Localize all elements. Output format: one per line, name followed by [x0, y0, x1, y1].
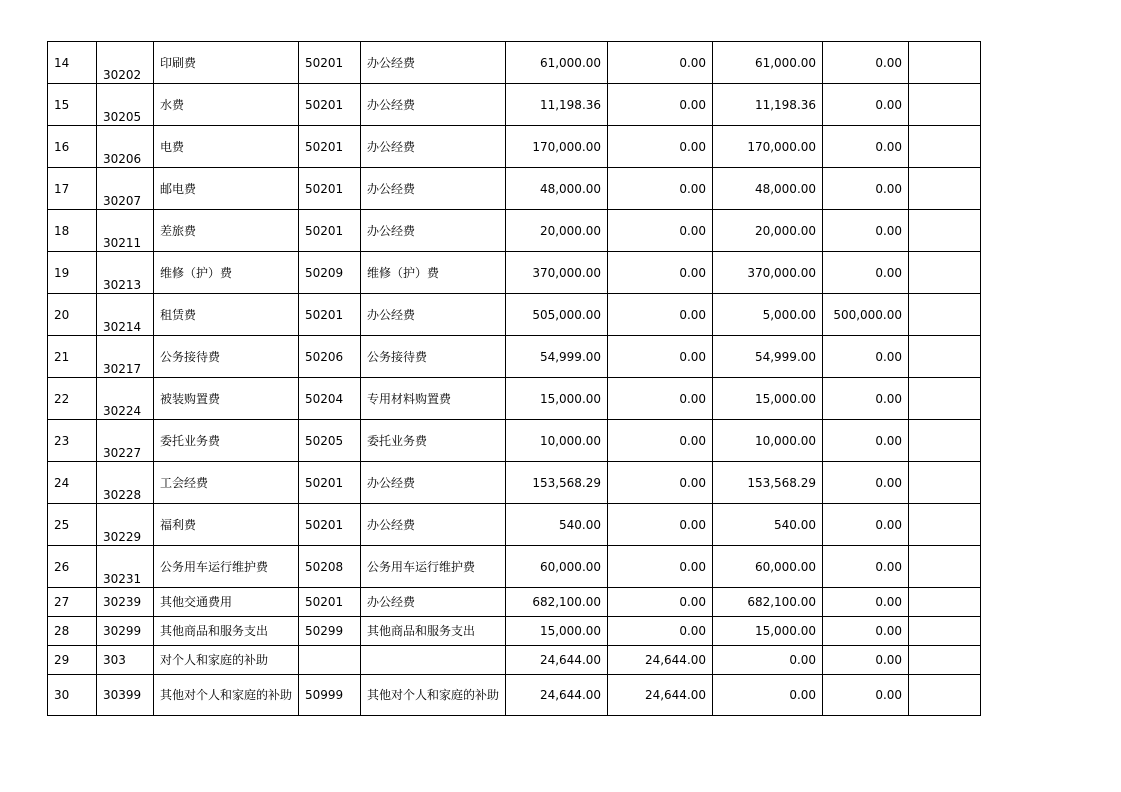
economic-name-cell: 公务用车运行维护费 — [361, 546, 506, 588]
other-amount-cell: 0.00 — [823, 126, 909, 168]
project-amount-cell: 11,198.36 — [713, 84, 823, 126]
subject-code-cell: 30211 — [97, 210, 154, 252]
blank-cell — [909, 84, 981, 126]
other-amount-cell: 0.00 — [823, 336, 909, 378]
blank-cell — [909, 42, 981, 84]
blank-cell — [909, 646, 981, 675]
table-row — [48, 336, 981, 378]
subject-name-cell: 福利费 — [154, 504, 299, 546]
row-number-cell: 17 — [48, 168, 97, 210]
table-row — [48, 504, 981, 546]
table-row — [48, 646, 981, 675]
subject-name-cell: 对个人和家庭的补助 — [154, 646, 299, 675]
economic-code-cell: 50201 — [299, 126, 361, 168]
project-amount-cell: 153,568.29 — [713, 462, 823, 504]
project-amount-cell: 20,000.00 — [713, 210, 823, 252]
basic-amount-cell: 0.00 — [608, 84, 713, 126]
economic-name-cell: 其他对个人和家庭的补助 — [361, 675, 506, 716]
row-number-cell: 24 — [48, 462, 97, 504]
subject-code-cell: 30229 — [97, 504, 154, 546]
subject-code-cell: 30299 — [97, 617, 154, 646]
other-amount-cell: 500,000.00 — [823, 294, 909, 336]
other-amount-cell: 0.00 — [823, 420, 909, 462]
subject-code-cell: 30202 — [97, 42, 154, 84]
other-amount-cell: 0.00 — [823, 504, 909, 546]
total-amount-cell: 370,000.00 — [506, 252, 608, 294]
economic-code-cell: 50201 — [299, 588, 361, 617]
total-amount-cell: 61,000.00 — [506, 42, 608, 84]
economic-code-cell: 50201 — [299, 462, 361, 504]
blank-cell — [909, 462, 981, 504]
total-amount-cell: 10,000.00 — [506, 420, 608, 462]
table-row — [48, 546, 981, 588]
subject-name-cell: 公务接待费 — [154, 336, 299, 378]
table-row — [48, 462, 981, 504]
table-row — [48, 252, 981, 294]
other-amount-cell: 0.00 — [823, 617, 909, 646]
subject-name-cell: 其他对个人和家庭的补助 — [154, 675, 299, 716]
basic-amount-cell: 0.00 — [608, 462, 713, 504]
total-amount-cell: 15,000.00 — [506, 378, 608, 420]
project-amount-cell: 15,000.00 — [713, 378, 823, 420]
blank-cell — [909, 126, 981, 168]
subject-name-cell: 印刷费 — [154, 42, 299, 84]
economic-name-cell: 办公经费 — [361, 168, 506, 210]
subject-code-cell: 30231 — [97, 546, 154, 588]
economic-code-cell: 50999 — [299, 675, 361, 716]
basic-amount-cell: 0.00 — [608, 378, 713, 420]
table-row — [48, 42, 981, 84]
row-number-cell: 15 — [48, 84, 97, 126]
row-number-cell: 30 — [48, 675, 97, 716]
economic-name-cell: 办公经费 — [361, 210, 506, 252]
blank-cell — [909, 546, 981, 588]
basic-amount-cell: 0.00 — [608, 294, 713, 336]
economic-code-cell: 50201 — [299, 294, 361, 336]
project-amount-cell: 0.00 — [713, 646, 823, 675]
other-amount-cell: 0.00 — [823, 378, 909, 420]
table-row — [48, 675, 981, 716]
row-number-cell: 26 — [48, 546, 97, 588]
project-amount-cell: 5,000.00 — [713, 294, 823, 336]
economic-code-cell: 50201 — [299, 42, 361, 84]
subject-name-cell: 其他商品和服务支出 — [154, 617, 299, 646]
basic-amount-cell: 0.00 — [608, 588, 713, 617]
economic-code-cell: 50201 — [299, 210, 361, 252]
subject-code-cell: 30206 — [97, 126, 154, 168]
basic-amount-cell: 0.00 — [608, 504, 713, 546]
basic-amount-cell: 24,644.00 — [608, 675, 713, 716]
subject-code-cell: 30399 — [97, 675, 154, 716]
project-amount-cell: 540.00 — [713, 504, 823, 546]
subject-name-cell: 电费 — [154, 126, 299, 168]
economic-name-cell: 办公经费 — [361, 504, 506, 546]
other-amount-cell: 0.00 — [823, 588, 909, 617]
economic-code-cell: 50201 — [299, 504, 361, 546]
row-number-cell: 14 — [48, 42, 97, 84]
subject-code-cell: 30228 — [97, 462, 154, 504]
table-row — [48, 378, 981, 420]
economic-code-cell — [299, 646, 361, 675]
basic-amount-cell: 24,644.00 — [608, 646, 713, 675]
subject-name-cell: 工会经费 — [154, 462, 299, 504]
economic-name-cell: 公务接待费 — [361, 336, 506, 378]
row-number-cell: 21 — [48, 336, 97, 378]
blank-cell — [909, 420, 981, 462]
project-amount-cell: 15,000.00 — [713, 617, 823, 646]
subject-name-cell: 被装购置费 — [154, 378, 299, 420]
subject-name-cell: 其他交通费用 — [154, 588, 299, 617]
project-amount-cell: 48,000.00 — [713, 168, 823, 210]
economic-name-cell: 办公经费 — [361, 294, 506, 336]
subject-code-cell: 30227 — [97, 420, 154, 462]
table-row — [48, 420, 981, 462]
economic-code-cell: 50201 — [299, 84, 361, 126]
total-amount-cell: 24,644.00 — [506, 646, 608, 675]
subject-name-cell: 水费 — [154, 84, 299, 126]
table-row — [48, 588, 981, 617]
economic-name-cell: 委托业务费 — [361, 420, 506, 462]
blank-cell — [909, 675, 981, 716]
basic-amount-cell: 0.00 — [608, 617, 713, 646]
project-amount-cell: 682,100.00 — [713, 588, 823, 617]
other-amount-cell: 0.00 — [823, 646, 909, 675]
total-amount-cell: 15,000.00 — [506, 617, 608, 646]
subject-code-cell: 30224 — [97, 378, 154, 420]
subject-code-cell: 30214 — [97, 294, 154, 336]
row-number-cell: 20 — [48, 294, 97, 336]
project-amount-cell: 170,000.00 — [713, 126, 823, 168]
economic-name-cell: 其他商品和服务支出 — [361, 617, 506, 646]
blank-cell — [909, 504, 981, 546]
subject-code-cell: 30205 — [97, 84, 154, 126]
blank-cell — [909, 336, 981, 378]
total-amount-cell: 540.00 — [506, 504, 608, 546]
project-amount-cell: 10,000.00 — [713, 420, 823, 462]
total-amount-cell: 60,000.00 — [506, 546, 608, 588]
economic-code-cell: 50299 — [299, 617, 361, 646]
economic-name-cell: 办公经费 — [361, 588, 506, 617]
basic-amount-cell: 0.00 — [608, 252, 713, 294]
table-row — [48, 168, 981, 210]
total-amount-cell: 54,999.00 — [506, 336, 608, 378]
row-number-cell: 28 — [48, 617, 97, 646]
other-amount-cell: 0.00 — [823, 210, 909, 252]
economic-code-cell: 50209 — [299, 252, 361, 294]
blank-cell — [909, 617, 981, 646]
basic-amount-cell: 0.00 — [608, 420, 713, 462]
economic-name-cell — [361, 646, 506, 675]
basic-amount-cell: 0.00 — [608, 168, 713, 210]
table-body — [48, 42, 981, 716]
other-amount-cell: 0.00 — [823, 252, 909, 294]
other-amount-cell: 0.00 — [823, 84, 909, 126]
other-amount-cell: 0.00 — [823, 42, 909, 84]
subject-name-cell: 维修（护）费 — [154, 252, 299, 294]
basic-amount-cell: 0.00 — [608, 336, 713, 378]
row-number-cell: 25 — [48, 504, 97, 546]
project-amount-cell: 54,999.00 — [713, 336, 823, 378]
basic-amount-cell: 0.00 — [608, 42, 713, 84]
project-amount-cell: 61,000.00 — [713, 42, 823, 84]
blank-cell — [909, 168, 981, 210]
row-number-cell: 27 — [48, 588, 97, 617]
economic-name-cell: 办公经费 — [361, 126, 506, 168]
row-number-cell: 22 — [48, 378, 97, 420]
total-amount-cell: 505,000.00 — [506, 294, 608, 336]
total-amount-cell: 11,198.36 — [506, 84, 608, 126]
other-amount-cell: 0.00 — [823, 546, 909, 588]
table-row — [48, 617, 981, 646]
total-amount-cell: 153,568.29 — [506, 462, 608, 504]
economic-name-cell: 办公经费 — [361, 462, 506, 504]
other-amount-cell: 0.00 — [823, 168, 909, 210]
economic-code-cell: 50205 — [299, 420, 361, 462]
subject-code-cell: 30207 — [97, 168, 154, 210]
economic-name-cell: 办公经费 — [361, 42, 506, 84]
economic-code-cell: 50204 — [299, 378, 361, 420]
subject-code-cell: 303 — [97, 646, 154, 675]
economic-name-cell: 维修（护）费 — [361, 252, 506, 294]
economic-code-cell: 50206 — [299, 336, 361, 378]
subject-name-cell: 差旅费 — [154, 210, 299, 252]
total-amount-cell: 24,644.00 — [506, 675, 608, 716]
subject-code-cell: 30213 — [97, 252, 154, 294]
basic-amount-cell: 0.00 — [608, 210, 713, 252]
basic-amount-cell: 0.00 — [608, 126, 713, 168]
total-amount-cell: 682,100.00 — [506, 588, 608, 617]
project-amount-cell: 60,000.00 — [713, 546, 823, 588]
subject-name-cell: 租赁费 — [154, 294, 299, 336]
blank-cell — [909, 294, 981, 336]
blank-cell — [909, 588, 981, 617]
total-amount-cell: 170,000.00 — [506, 126, 608, 168]
economic-code-cell: 50208 — [299, 546, 361, 588]
table-row — [48, 210, 981, 252]
subject-name-cell: 委托业务费 — [154, 420, 299, 462]
project-amount-cell: 0.00 — [713, 675, 823, 716]
budget-table — [47, 41, 981, 716]
total-amount-cell: 48,000.00 — [506, 168, 608, 210]
row-number-cell: 23 — [48, 420, 97, 462]
table-row — [48, 84, 981, 126]
other-amount-cell: 0.00 — [823, 675, 909, 716]
subject-name-cell: 邮电费 — [154, 168, 299, 210]
economic-name-cell: 专用材料购置费 — [361, 378, 506, 420]
table-row — [48, 126, 981, 168]
blank-cell — [909, 252, 981, 294]
economic-code-cell: 50201 — [299, 168, 361, 210]
subject-code-cell: 30217 — [97, 336, 154, 378]
project-amount-cell: 370,000.00 — [713, 252, 823, 294]
row-number-cell: 16 — [48, 126, 97, 168]
blank-cell — [909, 378, 981, 420]
subject-code-cell: 30239 — [97, 588, 154, 617]
subject-name-cell: 公务用车运行维护费 — [154, 546, 299, 588]
basic-amount-cell: 0.00 — [608, 546, 713, 588]
row-number-cell: 19 — [48, 252, 97, 294]
row-number-cell: 18 — [48, 210, 97, 252]
blank-cell — [909, 210, 981, 252]
other-amount-cell: 0.00 — [823, 462, 909, 504]
total-amount-cell: 20,000.00 — [506, 210, 608, 252]
table-row — [48, 294, 981, 336]
row-number-cell: 29 — [48, 646, 97, 675]
economic-name-cell: 办公经费 — [361, 84, 506, 126]
